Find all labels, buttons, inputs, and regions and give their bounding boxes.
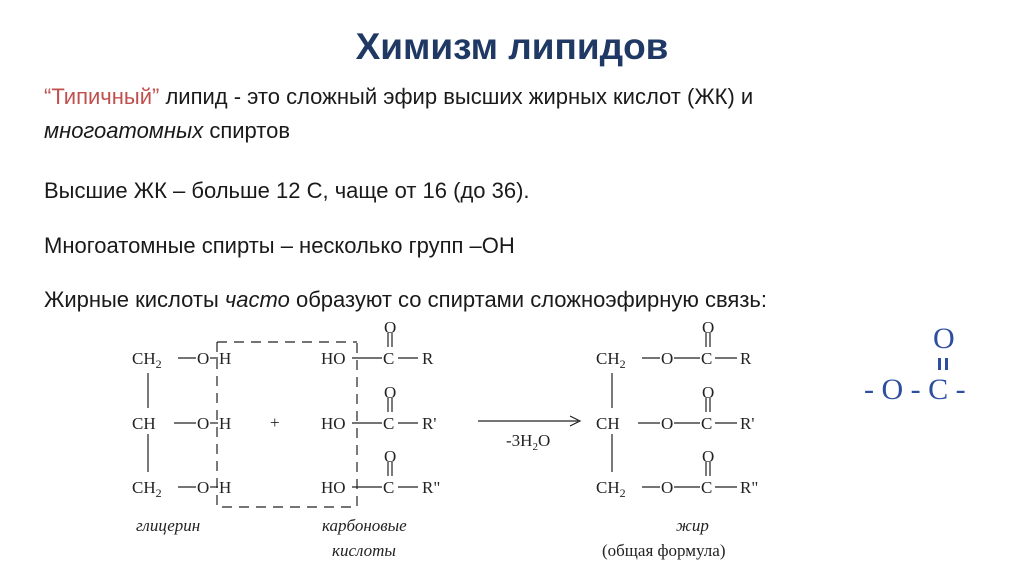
svg-text:H: H — [219, 478, 232, 497]
svg-text:R": R" — [422, 478, 441, 497]
quote-word: “Типичный” — [44, 84, 160, 109]
p4-italic: часто — [224, 287, 290, 312]
svg-text:C: C — [701, 349, 713, 368]
svg-text:R": R" — [740, 478, 759, 497]
label-acids-1: карбоновые — [322, 516, 407, 535]
paragraph-polyols: Многоатомные спирты – несколько групп –ОН — [44, 233, 515, 258]
svg-text:HO: HO — [321, 414, 346, 433]
paragraph-higher-fa: Высшие ЖК – больше 12 С, чаще от 16 (до 36). — [44, 178, 530, 203]
glycerol-ch: CH — [132, 414, 156, 433]
p4-before: Жирные кислоты — [44, 287, 225, 312]
svg-text:C: C — [701, 414, 713, 433]
svg-text:HO: HO — [321, 478, 346, 497]
glycerol-ch2-bottom: $CH_2$ — [132, 478, 162, 500]
svg-text:HO: HO — [321, 349, 346, 368]
slide-title: Химизм липидов — [355, 26, 669, 67]
svg-text:C: C — [701, 478, 713, 497]
svg-text:R': R' — [740, 414, 755, 433]
svg-text:CH: CH — [596, 414, 620, 433]
svg-text:O: O — [384, 383, 397, 402]
p1-italic: многоатомных — [44, 118, 204, 143]
svg-text:C: C — [383, 349, 395, 368]
svg-text:O: O — [197, 414, 210, 433]
svg-text:H: H — [219, 414, 232, 433]
svg-text:O: O — [384, 447, 397, 466]
p4-after: образуют со спиртами сложноэфирную связь: — [289, 287, 768, 312]
ester-bond: - O - C - — [864, 373, 966, 406]
glycerol-ch2-top: $CH_2$ — [132, 349, 162, 371]
svg-text:O: O — [384, 318, 397, 337]
svg-text:CH2: $CH_2$ — [596, 478, 626, 500]
p1-line2-rest: спиртов — [203, 118, 291, 143]
arrow-label: $-3H_2O$ — [506, 431, 551, 453]
svg-text:C: C — [383, 478, 395, 497]
svg-text:O: O — [197, 478, 210, 497]
label-glycerol: глицерин — [136, 516, 201, 535]
svg-text:CH2: $CH_2$ — [596, 349, 626, 371]
svg-text:R': R' — [422, 414, 437, 433]
svg-text:O: O — [661, 478, 674, 497]
svg-text:H: H — [219, 349, 232, 368]
svg-text:C: C — [383, 414, 395, 433]
label-fat-1: жир — [676, 516, 709, 535]
label-fat-2: (общая формула) — [602, 541, 726, 560]
svg-text:O: O — [197, 349, 210, 368]
plus-sign: + — [270, 413, 280, 432]
ester-oxygen: O — [933, 322, 955, 355]
svg-text:O: O — [661, 414, 674, 433]
svg-text:O: O — [702, 383, 715, 402]
svg-text:O: O — [702, 447, 715, 466]
p1-rest: липид - это сложный эфир высших жирных кислот (ЖК) и — [159, 84, 754, 109]
svg-text:O: O — [702, 318, 715, 337]
svg-text:O: O — [661, 349, 674, 368]
svg-text:R: R — [422, 349, 434, 368]
label-acids-2: кислоты — [332, 541, 396, 560]
svg-text:R: R — [740, 349, 752, 368]
ester-bond-formula — [864, 322, 966, 406]
